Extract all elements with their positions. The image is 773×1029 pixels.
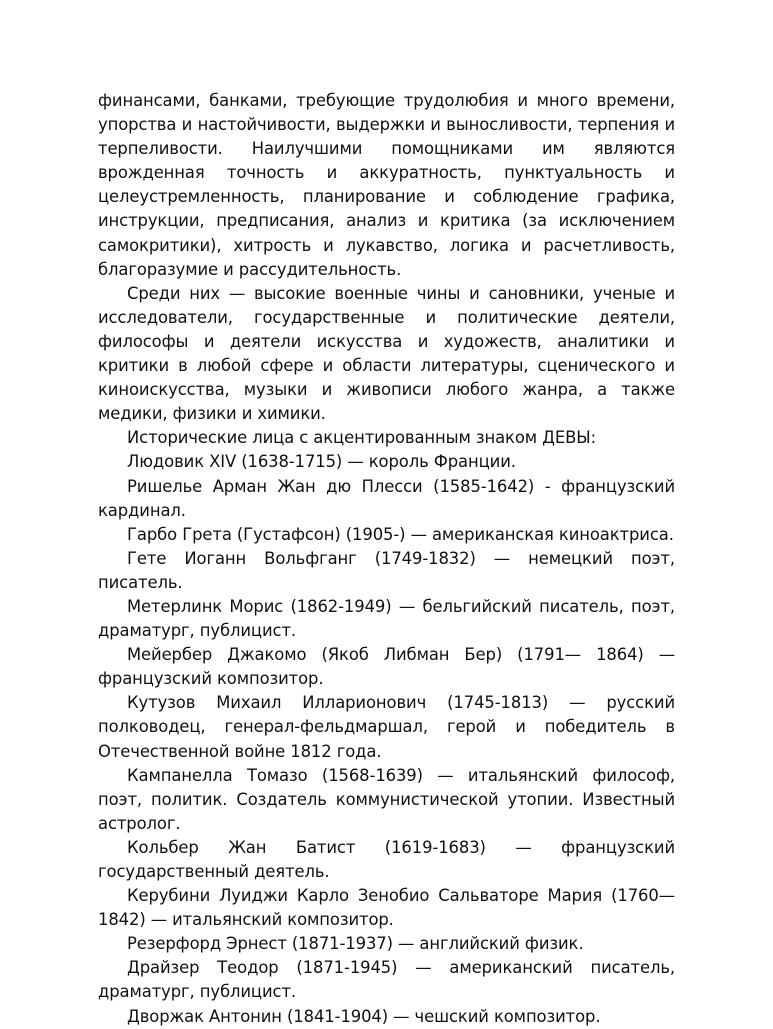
list-item: Мейербер Джакомо (Якоб Либман Бер) (1791— 1864) — французский композитор.: [98, 645, 675, 689]
list-heading: Исторические лица с акцентированным знаком ДЕВЫ:: [127, 428, 597, 448]
list-item: Драйзер Теодор (1871-1945) — американский писатель, драматург, публицист.: [98, 958, 675, 1002]
list-item: Кутузов Михаил Илларионович (1745-1813) — русский полководец, генерал-фельдмаршал, герой и победитель в Отечественной войне 1812 года.: [98, 693, 675, 761]
list-item: Кампанелла Томазо (1568-1639) — итальянский философ, поэт, политик. Создатель коммунистической утопии. Известный астролог.: [98, 765, 675, 833]
list-item: Кольбер Жан Батист (1619-1683) — французский государственный деятель.: [98, 837, 675, 881]
paragraph-continuation: финансами, банками, требующие трудолюбия и много времени, упорства и настойчивости, выдержки и выносливости, терпения и терпеливости. Наилучшими помощниками им являются врожденная точность и аккуратность, пунктуальность и целеустремленность, планирование и соблюдение графика, инструкции, предписания, анализ и критика (за исключением самокритики), хитрость и лукавство, логика и расчетливость, благоразумие и рассудительность.: [98, 91, 675, 279]
list-item: Людовик XIV (1638-1715) — король Франции.: [127, 452, 516, 472]
list-item: Резерфорд Эрнест (1871-1937) — английский физик.: [127, 934, 584, 954]
paragraph-professions: Среди них — высокие военные чины и сановники, ученые и исследователи, государственные и политические деятели, философы и деятели искусства и художеств, аналитики и критики в любой сфере и области литературы, сценического и киноискусства, музыки и живописи любого жанра, а также медики, физики и химики.: [98, 283, 675, 424]
book-page-text: [98, 89, 675, 1029]
list-item: Гарбо Грета (Густафсон) (1905-) — американская киноактриса.: [127, 524, 674, 544]
list-item: Керубини Луиджи Карло Зенобио Сальваторе Мария (1760—1842) — итальянский композитор.: [98, 886, 675, 930]
list-item: Метерлинк Морис (1862-1949) — бельгийский писатель, поэт, драматург, публицист.: [98, 596, 675, 641]
list-item: Гете Иоганн Вольфганг (1749-1832) — немецкий поэт, писатель.: [98, 548, 675, 592]
list-item: Ришелье Арман Жан дю Плесси (1585-1642) - французский кардинал.: [98, 476, 675, 520]
list-item: Дворжак Антонин (1841-1904) — чешский композитор.: [127, 1006, 601, 1026]
